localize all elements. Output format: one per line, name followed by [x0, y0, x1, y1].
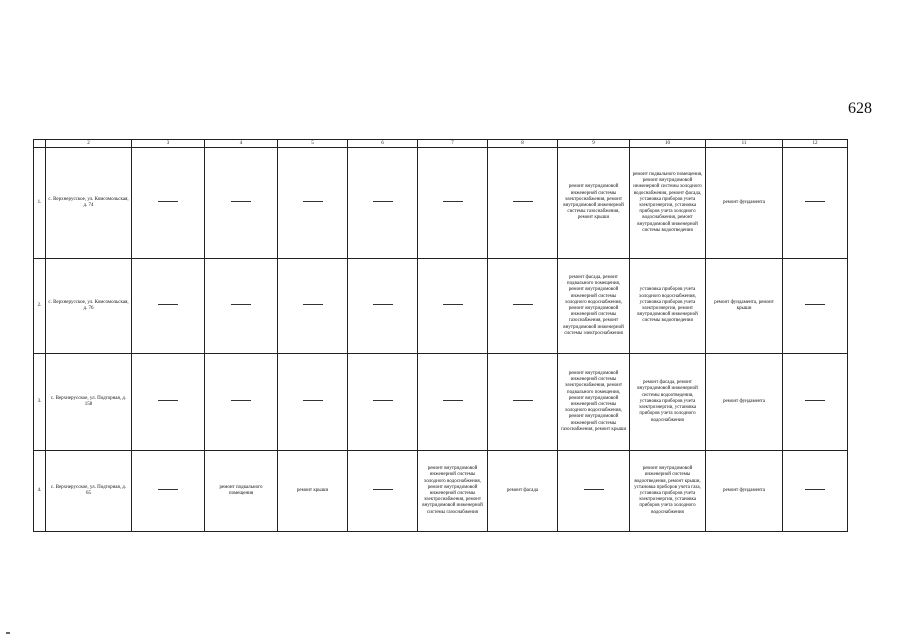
table-row — [34, 148, 848, 259]
header-cell: 9 — [558, 140, 630, 148]
dash-mark — [805, 489, 825, 490]
dash-cell — [783, 259, 848, 354]
dash-cell — [488, 354, 558, 451]
dash-mark — [805, 201, 825, 202]
dash-mark — [231, 201, 251, 202]
work-cell: ремонт подвального помещения — [205, 451, 278, 532]
dash-cell — [278, 148, 348, 259]
dash-mark — [303, 201, 323, 202]
address-cell: с. Верхнерусское, ул. Подгорная, д. 158 — [46, 354, 132, 451]
dash-mark — [805, 400, 825, 401]
dash-mark — [158, 489, 178, 490]
dash-mark — [373, 400, 393, 401]
scan-artifact — [6, 632, 10, 634]
dash-mark — [373, 304, 393, 305]
dash-cell — [348, 451, 418, 532]
dash-mark — [443, 304, 463, 305]
dash-cell — [205, 148, 278, 259]
header-cell: 7 — [418, 140, 488, 148]
header-cell — [34, 140, 46, 148]
header-cell: 6 — [348, 140, 418, 148]
header-cell: 4 — [205, 140, 278, 148]
dash-cell — [418, 259, 488, 354]
dash-cell — [132, 259, 205, 354]
dash-cell — [348, 354, 418, 451]
table-row — [34, 451, 848, 532]
dash-cell — [558, 451, 630, 532]
dash-cell — [783, 354, 848, 451]
header-cell: 5 — [278, 140, 348, 148]
dash-mark — [373, 489, 393, 490]
row-number: 2. — [34, 259, 46, 354]
dash-mark — [158, 201, 178, 202]
dash-mark — [373, 201, 393, 202]
dash-cell — [132, 451, 205, 532]
work-cell: ремонт фасада, ремонт подвального помещения, ремонт внутридомовой инженерной системы холодного водоснабжения, ремонт внутридомовой инженерной системы газоснабжения, ремонт внутридомовой инженерной системы электроснабжения — [558, 259, 630, 354]
dash-cell — [488, 148, 558, 259]
dash-mark — [158, 400, 178, 401]
work-cell: ремонт внутридомовой инженерной системы водоотведения, ремонт крыши, установка приборов учета газа, установка приборов учета электроэнергии, установка приборов учета холодного водоснабжения — [630, 451, 706, 532]
dash-mark — [231, 304, 251, 305]
header-cell: 8 — [488, 140, 558, 148]
work-cell: ремонт фасада — [488, 451, 558, 532]
dash-cell — [132, 354, 205, 451]
dash-mark — [513, 400, 533, 401]
dash-cell — [278, 259, 348, 354]
dash-mark — [231, 400, 251, 401]
dash-mark — [443, 201, 463, 202]
dash-mark — [303, 400, 323, 401]
work-cell: ремонт подвального помещения, ремонт внутридомовой инженерной системы холодного водоснабжения, ремонт фасада, установка приборов учета электроэнергии, установка приборов учета холодного водоснабжения, ремонт внутридомовой инженерной системы водоотведения — [630, 148, 706, 259]
dash-cell — [783, 148, 848, 259]
dash-cell — [783, 451, 848, 532]
row-number: 3. — [34, 354, 46, 451]
header-cell: 2 — [46, 140, 132, 148]
dash-cell — [488, 259, 558, 354]
work-cell: ремонт внутридомовой инженерной системы электроснабжения, ремонт внутридомовой инженерной системы газоснабжения, ремонт крыши — [558, 148, 630, 259]
work-cell: ремонт фундамента, ремонт крыши — [706, 259, 783, 354]
dash-mark — [513, 201, 533, 202]
dash-cell — [205, 354, 278, 451]
dash-mark — [158, 304, 178, 305]
header-cell: 10 — [630, 140, 706, 148]
dash-cell — [418, 354, 488, 451]
work-cell: ремонт фундамента — [706, 148, 783, 259]
dash-mark — [513, 304, 533, 305]
header-cell: 3 — [132, 140, 205, 148]
header-cell: 11 — [706, 140, 783, 148]
work-cell: ремонт фундамента — [706, 354, 783, 451]
page-number: 628 — [848, 100, 872, 117]
address-cell: с. Верхнерусское, ул. Подгорная, д. 65 — [46, 451, 132, 532]
row-number: 4. — [34, 451, 46, 532]
work-cell: ремонт внутридомовой инженерной системы холодного водоснабжения, ремонт внутридомовой инженерной системы электроснабжения, ремонт внутридомовой инженерной системы газоснабжения — [418, 451, 488, 532]
column-number-row — [34, 140, 848, 148]
dash-cell — [418, 148, 488, 259]
work-cell: ремонт внутридомовой инженерной системы электроснабжения, ремонт подвального помещения, ремонт внутридомовой инженерной системы холодного водоснабжения, ремонт внутридомовой инженерной системы газоснабжения, ремонт крыши — [558, 354, 630, 451]
repair-schedule-table — [33, 139, 848, 532]
dash-cell — [348, 259, 418, 354]
work-cell: ремонт фундамента — [706, 451, 783, 532]
work-cell: установка приборов учета холодного водоснабжения, установка приборов учета электроэнергии, ремонт внутридомовой инженерной системы водоотведения — [630, 259, 706, 354]
table-row — [34, 354, 848, 451]
work-cell: ремонт крыши — [278, 451, 348, 532]
work-cell: ремонт фасада, ремонт внутридомовой инженерной системы водоотведения, установка приборов учета электроэнергии, установка приборов учета холодного водоснабжения — [630, 354, 706, 451]
header-cell: 12 — [783, 140, 848, 148]
dash-cell — [132, 148, 205, 259]
dash-mark — [584, 489, 604, 490]
dash-cell — [278, 354, 348, 451]
dash-mark — [805, 304, 825, 305]
row-number: 1. — [34, 148, 46, 259]
address-cell: с. Верхнерусское, ул. Комсомольская, д. 76 — [46, 259, 132, 354]
address-cell: с. Верхнерусское, ул. Комсомольская, д. 74 — [46, 148, 132, 259]
dash-cell — [348, 148, 418, 259]
dash-mark — [303, 304, 323, 305]
dash-cell — [205, 259, 278, 354]
table-row — [34, 259, 848, 354]
dash-mark — [443, 400, 463, 401]
